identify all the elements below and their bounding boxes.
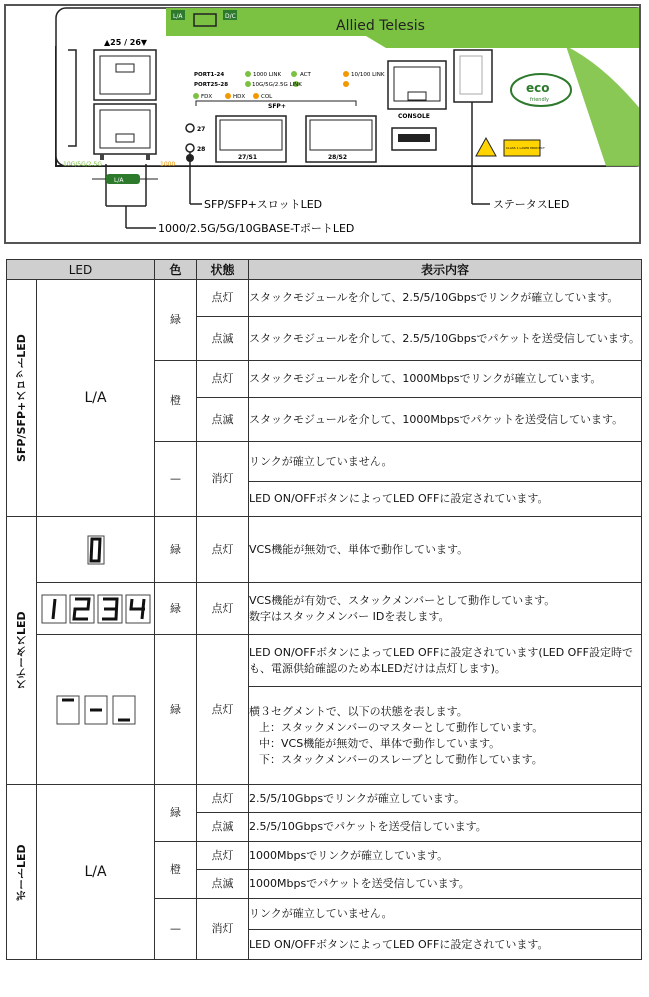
status-color: 緑 [155,583,197,635]
port-desc: 1000Mbpsでリンクが確立しています。 [249,842,642,870]
sfp-state: 点滅 [197,317,249,361]
legend-1000link: 1000 LINK [253,72,282,78]
status-digits-1234 [37,583,155,635]
status-desc-mid: 中：VCS機能が無効で、単体で動作しています。 [259,736,501,750]
port-desc: 2.5/5/10Gbpsでパケットを送受信しています。 [249,813,642,842]
group-sfp-led: SFP/SFP+スロットLED [7,280,37,517]
legend-fdx: FDX [201,94,213,100]
port-color-none: — [155,899,197,960]
status-color: 緑 [155,517,197,583]
legend-10-100link: 10/100 LINK [351,72,385,78]
header-led: LED [7,260,155,280]
status-desc [249,583,642,635]
status-state: 点灯 [197,517,249,583]
sfp-desc: スタックモジュールを介して、1000Mbpsでパケットを送受信しています。 [249,398,642,442]
status-desc [249,687,642,785]
sfp-desc: スタックモジュールを介して、1000Mbpsでリンクが確立しています。 [249,361,642,398]
front-panel-illustration [6,6,641,244]
sfp-led-name: L/A [37,280,155,517]
group-status-led: ステータスLED [7,517,37,785]
port-state: 消灯 [197,899,249,960]
legend-hdx: HDX [233,94,246,100]
status-desc-line2: 数字はスタックメンバー IDを表します。 [249,609,450,623]
sfp-color-none: — [155,442,197,517]
table-row [7,517,642,583]
sfp-desc: スタックモジュールを介して、2.5/5/10Gbpsでパケットを送受信しています。 [249,317,642,361]
bottom-la-label: L/A [114,177,124,184]
port-desc: LED ON/OFFボタンによってLED OFFに設定されています。 [249,930,642,960]
port-state: 点滅 [197,813,249,842]
callout-status-led: ステータスLED [493,198,570,211]
callout-port-led: 1000/2.5G/5G/10GBASE-TポートLED [158,222,355,235]
port-state: 点滅 [197,870,249,899]
sfp-port28-label: 28 [197,146,206,153]
sfp-state: 点滅 [197,398,249,442]
legend-col: COL [261,94,273,100]
table-header-row [7,260,642,280]
table-row [7,785,642,813]
sfp-desc: リンクが確立していません。 [249,442,642,482]
status-state: 点灯 [197,635,249,785]
port-led-name: L/A [37,785,155,960]
port-desc: リンクが確立していません。 [249,899,642,930]
slot1-label: 27/S1 [238,154,258,161]
status-color: 緑 [155,635,197,785]
console-label: CONSOLE [398,113,430,120]
seven-seg-zero-icon [87,535,105,565]
table-row [7,280,642,317]
legend-10g-link: 10G/5G/2.5G LINK [252,82,302,88]
slot2-label: 28/S2 [328,154,348,161]
panel-figure [4,4,641,244]
speed-orange-label: 1000 [160,161,176,168]
sfp-state: 点灯 [197,361,249,398]
seven-seg-1234-icon [41,594,151,624]
status-desc: LED ON/OFFボタンによってLED OFFに設定されています(LED OFF設定時でも、電源供給確認のため本LEDだけは点灯します)。 [249,635,642,687]
speed-green-label: 10G/5G/2.5G [63,161,102,168]
sfp-state: 消灯 [197,442,249,517]
legend-act: ACT [300,72,311,78]
legend-port1-24: PORT1-24 [194,72,225,78]
status-state: 点灯 [197,583,249,635]
status-desc-top: 上：スタックメンバーのマスターとして動作しています。 [259,720,544,734]
sfp-state: 点灯 [197,280,249,317]
port-color-green: 緑 [155,785,197,842]
legend-port25-28: PORT25-28 [194,82,229,88]
sfp-desc: スタックモジュールを介して、2.5/5/10Gbpsでリンクが確立しています。 [249,280,642,317]
eco-label: eco [526,81,550,95]
status-segments [37,635,155,785]
sfp-port27-label: 27 [197,126,206,133]
led-table [6,259,642,960]
table-row [7,635,642,687]
sfp-label: SFP+ [268,103,286,110]
port-number-label: ▲25 / 26▼ [104,38,148,47]
port-desc: 2.5/5/10Gbpsでリンクが確立しています。 [249,785,642,813]
header-state: 状態 [197,260,249,280]
laser-label: CLASS 1 LASER PRODUCT [506,146,545,150]
port-state: 点灯 [197,785,249,813]
status-digit-zero [37,517,155,583]
eco-sub-label: friendly [530,97,549,103]
table-row [7,583,642,635]
seven-seg-bars-icon [56,695,136,725]
group-port-led: ポートLED [7,785,37,960]
port-desc: 1000Mbpsでパケットを送受信しています。 [249,870,642,899]
sfp-color-orange: 橙 [155,361,197,442]
badge-dc: D/C [225,13,236,20]
status-desc: VCS機能が無効で、単体で動作しています。 [249,517,642,583]
callout-sfp-led: SFP/SFP+スロットLED [204,198,323,211]
port-state: 点灯 [197,842,249,870]
status-desc-line1: VCS機能が有効で、スタックメンバーとして動作しています。 [249,593,556,607]
badge-la: L/A [173,13,183,20]
brand-logo-text: Allied Telesis [336,18,425,34]
sfp-desc: LED ON/OFFボタンによってLED OFFに設定されています。 [249,482,642,517]
status-desc-intro: 横３セグメントで、以下の状態を表します。 [249,704,468,718]
port-color-orange: 橙 [155,842,197,899]
header-color: 色 [155,260,197,280]
header-desc: 表示内容 [249,260,642,280]
sfp-color-green: 緑 [155,280,197,361]
status-desc-bot: 下：スタックメンバーのスレーブとして動作しています。 [259,752,543,766]
